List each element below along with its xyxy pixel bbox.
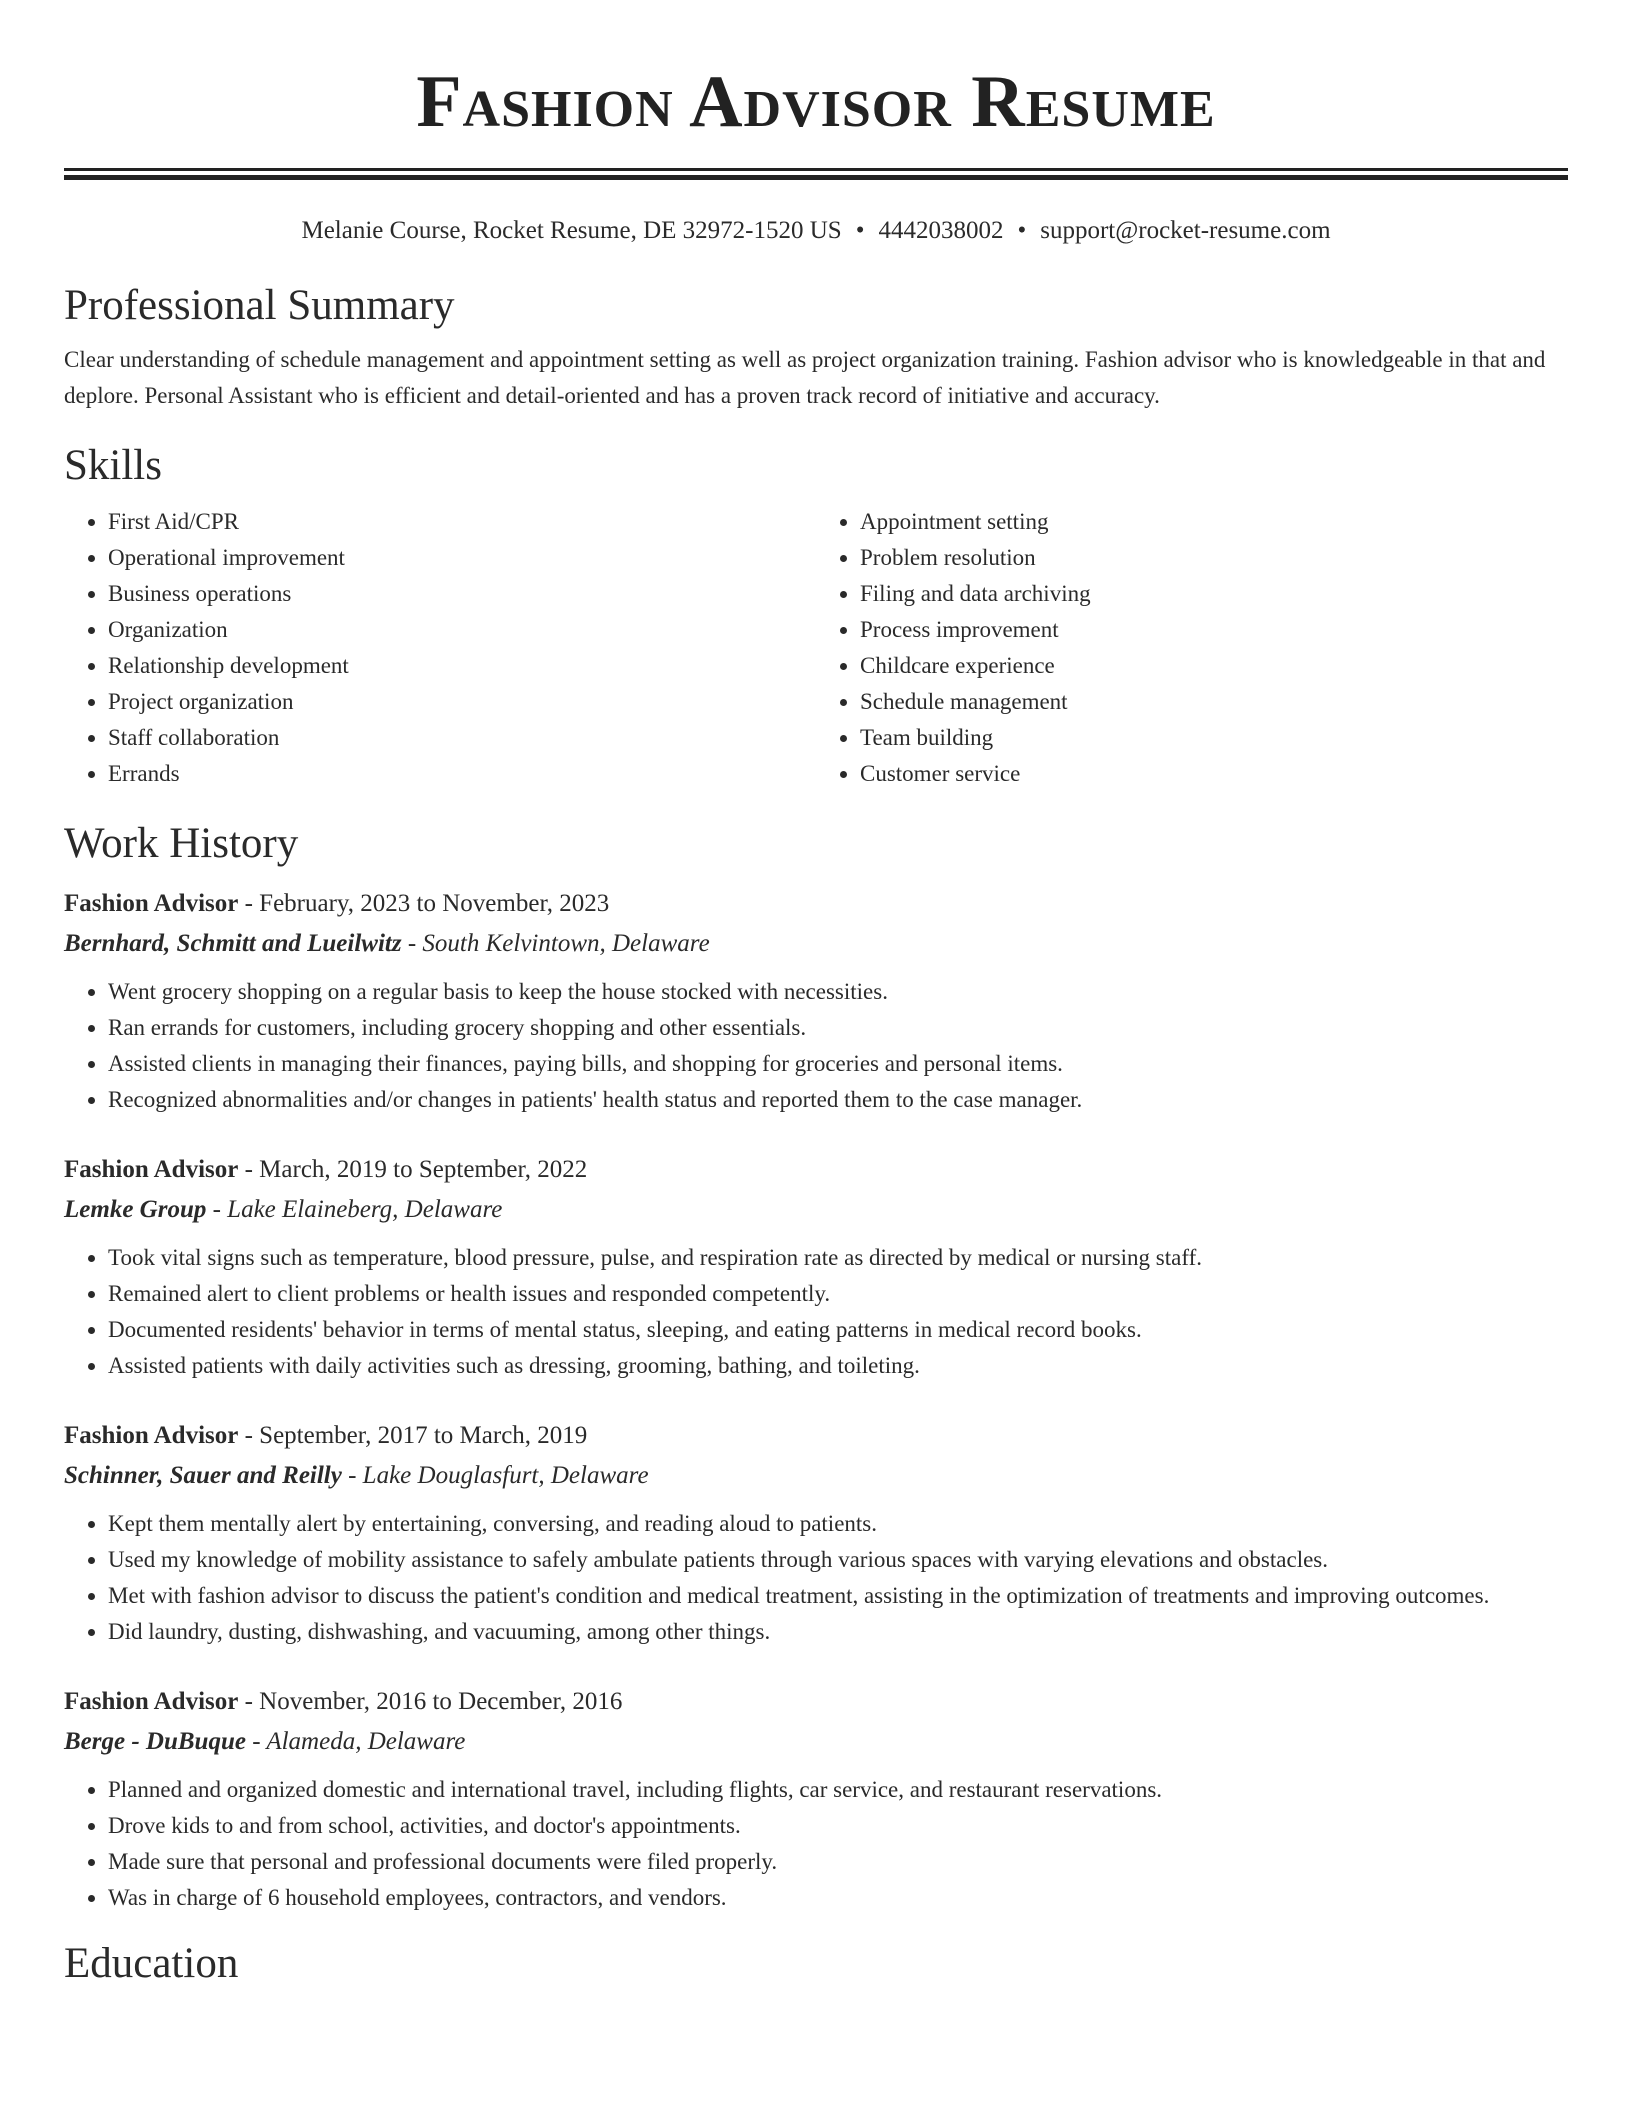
job-bullet: • Went grocery shopping on a regular basis to keep the house stocked with necessities. [108, 974, 1568, 1010]
company-name: Lemke Group [64, 1196, 207, 1223]
job-bullets [64, 974, 1568, 1118]
job-title: Fashion Advisor [64, 1422, 239, 1449]
page-title: Fashion Advisor Resume [416, 61, 1216, 143]
work-history-heading: Work History [64, 820, 299, 867]
company-line [64, 1456, 1568, 1496]
job-title-line [64, 1682, 1568, 1722]
skill-item: • Team building [860, 720, 1568, 756]
skill-item: • Project organization [108, 684, 816, 720]
job-bullet: • Made sure that personal and professional documents were filed properly. [108, 1844, 1568, 1880]
company-location: - South Kelvintown, Delaware [401, 930, 710, 957]
skill-item: • Childcare experience [860, 648, 1568, 684]
job-bullet: • Planned and organized domestic and international travel, including flights, car service, and restaurant reservations. [108, 1772, 1568, 1808]
skill-item: • Problem resolution [860, 540, 1568, 576]
job-entry [64, 1416, 1568, 1650]
company-location: - Lake Douglasfurt, Delaware [341, 1462, 649, 1489]
skill-item: • Filing and data archiving [860, 576, 1568, 612]
job-dates: - September, 2017 to March, 2019 [238, 1422, 588, 1449]
job-title-line [64, 1416, 1568, 1456]
job-title: Fashion Advisor [64, 1688, 239, 1715]
company-location: - Alameda, Delaware [245, 1728, 466, 1755]
job-bullet: • Recognized abnormalities and/or changes in patients' health status and reported them to the case manager. [108, 1082, 1568, 1118]
skill-item: • Relationship development [108, 648, 816, 684]
job-bullet: • Assisted patients with daily activities such as dressing, grooming, bathing, and toileting. [108, 1348, 1568, 1384]
contact-line [64, 216, 1568, 246]
skill-item: • Staff collaboration [108, 720, 816, 756]
job-title-line [64, 884, 1568, 924]
company-location: - Lake Elaineberg, Delaware [206, 1196, 503, 1223]
job-bullet: • Kept them mentally alert by entertaining, conversing, and reading aloud to patients. [108, 1506, 1568, 1542]
job-dates: - November, 2016 to December, 2016 [238, 1688, 623, 1715]
job-bullet: • Ran errands for customers, including grocery shopping and other essentials. [108, 1010, 1568, 1046]
job-bullet: • Documented residents' behavior in terms of mental status, sleeping, and eating patterns in medical record books. [108, 1312, 1568, 1348]
title-divider [64, 168, 1568, 180]
skill-item: • Operational improvement [108, 540, 816, 576]
skill-item: • Organization [108, 612, 816, 648]
skills-grid [64, 504, 1568, 792]
job-entry [64, 1682, 1568, 1916]
education-heading: Education [64, 1940, 239, 1987]
company-name: Bernhard, Schmitt and Lueilwitz [64, 930, 402, 957]
summary-text: Clear understanding of schedule management and appointment setting as well as project organization training. Fashion advisor who is knowledgeable in that and deplore. Personal Assistant who is efficient and detail-oriented and has a proven track record of initiative and accuracy. [64, 347, 1546, 408]
company-line [64, 924, 1568, 964]
job-title: Fashion Advisor [64, 890, 239, 917]
skill-item: • Business operations [108, 576, 816, 612]
job-entry [64, 884, 1568, 1118]
skills-heading: Skills [64, 442, 162, 489]
contact-separator: • [1017, 217, 1027, 244]
company-name: Schinner, Sauer and Reilly [64, 1462, 342, 1489]
summary-heading: Professional Summary [64, 282, 455, 329]
job-bullet: • Remained alert to client problems or health issues and responded competently. [108, 1276, 1568, 1312]
contact-email: support@rocket-resume.com [1040, 217, 1331, 244]
skills-list-right [816, 504, 1568, 792]
contact-phone: 4442038002 [878, 217, 1004, 244]
skills-list-left [64, 504, 816, 792]
job-bullet: • Took vital signs such as temperature, blood pressure, pulse, and respiration rate as directed by medical or nursing staff. [108, 1240, 1568, 1276]
job-bullets [64, 1240, 1568, 1384]
contact-separator: • [855, 217, 865, 244]
company-line [64, 1722, 1568, 1762]
job-bullets [64, 1506, 1568, 1650]
job-dates: - March, 2019 to September, 2022 [238, 1156, 588, 1183]
skill-item: • Appointment setting [860, 504, 1568, 540]
job-bullet: • Drove kids to and from school, activities, and doctor's appointments. [108, 1808, 1568, 1844]
skill-item: • Process improvement [860, 612, 1568, 648]
job-title-line [64, 1150, 1568, 1190]
skill-item: • Customer service [860, 756, 1568, 792]
job-bullet: • Met with fashion advisor to discuss the patient's condition and medical treatment, assisting in the optimization of treatments and improving outcomes. [108, 1578, 1568, 1614]
job-bullets [64, 1772, 1568, 1916]
job-bullet: • Used my knowledge of mobility assistance to safely ambulate patients through various spaces with varying elevations and obstacles. [108, 1542, 1568, 1578]
skill-item: • Errands [108, 756, 816, 792]
contact-address: Melanie Course, Rocket Resume, DE 32972-1520 US [301, 217, 842, 244]
job-bullet: • Was in charge of 6 household employees, contractors, and vendors. [108, 1880, 1568, 1916]
job-entry [64, 1150, 1568, 1384]
job-bullet: • Did laundry, dusting, dishwashing, and vacuuming, among other things. [108, 1614, 1568, 1650]
company-name: Berge - DuBuque [64, 1728, 246, 1755]
job-title: Fashion Advisor [64, 1156, 239, 1183]
company-line [64, 1190, 1568, 1230]
job-bullet: • Assisted clients in managing their finances, paying bills, and shopping for groceries and personal items. [108, 1046, 1568, 1082]
skill-item: • First Aid/CPR [108, 504, 816, 540]
skill-item: • Schedule management [860, 684, 1568, 720]
job-dates: - February, 2023 to November, 2023 [238, 890, 610, 917]
